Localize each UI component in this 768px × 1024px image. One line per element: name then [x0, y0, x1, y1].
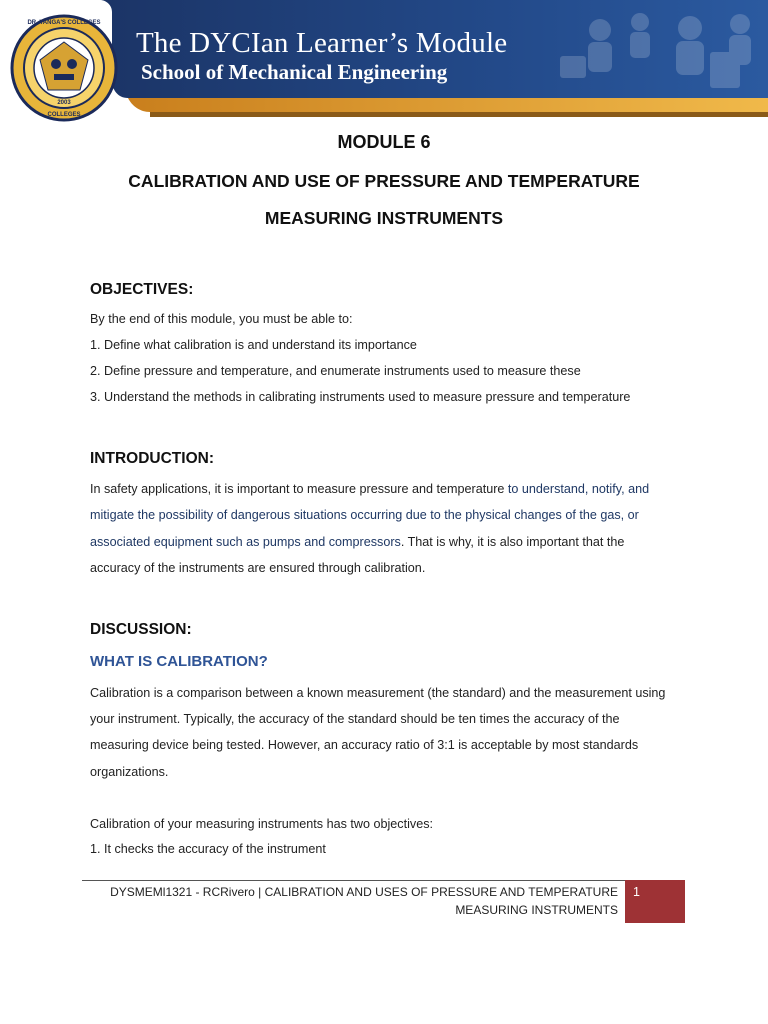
calibration-objectives-intro: Calibration of your measuring instruments has two objectives:: [90, 817, 433, 831]
college-seal-logo: [6, 12, 124, 122]
page-number: 1: [633, 885, 640, 899]
banner-subtitle: School of Mechanical Engineering: [141, 60, 448, 84]
objectives-heading: OBJECTIVES:: [90, 281, 194, 298]
page-number-box: [625, 880, 685, 923]
svg-text:2003: 2003: [57, 100, 71, 106]
footer-line-1: DYSMEMl1321 - RCRivero | CALIBRATION AND USES OF PRESSURE AND TEMPERATURE: [110, 885, 618, 899]
svg-text:DR. YANGA'S COLLEGES: DR. YANGA'S COLLEGES: [27, 20, 101, 26]
calibration-paragraph-line-1: Calibration is a comparison between a known measurement (the standard) and the measurement using: [90, 686, 666, 700]
introduction-line-3-part-b: . That is why, it is also important that the: [400, 535, 625, 549]
what-is-calibration-subheading: WHAT IS CALIBRATION?: [90, 653, 268, 670]
introduction-line-4: accuracy of the instruments are ensured through calibration.: [90, 561, 426, 575]
objectives-intro: By the end of this module, you must be able to:: [90, 312, 353, 326]
introduction-line-1-part-a: In safety applications, it is important to measure pressure and temperature: [90, 482, 508, 496]
header-banner: [0, 0, 768, 124]
module-title-line-2: MEASURING INSTRUMENTS: [264, 208, 504, 228]
introduction-line-3-part-a: associated equipment such as pumps and compressors: [90, 535, 401, 549]
introduction-line-2: mitigate the possibility of dangerous situations occurring due to the physical changes of the gas, or: [90, 508, 639, 522]
introduction-line-3: [90, 535, 624, 549]
introduction-heading: INTRODUCTION:: [90, 450, 214, 467]
footer-text: [98, 883, 618, 919]
calibration-paragraph-line-3: measuring device being tested. However, an accuracy ratio of 3:1 is acceptable by most standards: [90, 738, 639, 752]
objective-item-1: 1. Define what calibration is and understand its importance: [90, 338, 417, 352]
module-number: MODULE 6: [337, 132, 431, 152]
svg-text:COLLEGES: COLLEGES: [47, 112, 81, 118]
calibration-paragraph-line-4: organizations.: [90, 765, 169, 779]
footer-rule: [82, 880, 626, 881]
introduction-line-1-part-b: to understand, notify, and: [507, 482, 650, 496]
calibration-objective-1: 1. It checks the accuracy of the instrument: [90, 842, 326, 856]
objective-item-3: 3. Understand the methods in calibrating instruments used to measure pressure and temperature: [90, 390, 631, 404]
introduction-line-1: [90, 482, 649, 496]
module-title-line-1: CALIBRATION AND USE OF PRESSURE AND TEMPERATURE: [128, 171, 640, 191]
objective-item-2: 2. Define pressure and temperature, and enumerate instruments used to measure these: [90, 364, 581, 378]
footer-line-2: MEASURING INSTRUMENTS: [455, 903, 618, 917]
banner-title: The DYCIan Learner’s Module: [136, 27, 508, 59]
discussion-heading: DISCUSSION:: [90, 621, 192, 638]
calibration-paragraph-line-2: your instrument. Typically, the accuracy of the standard should be ten times the accuracy of the: [90, 712, 620, 726]
